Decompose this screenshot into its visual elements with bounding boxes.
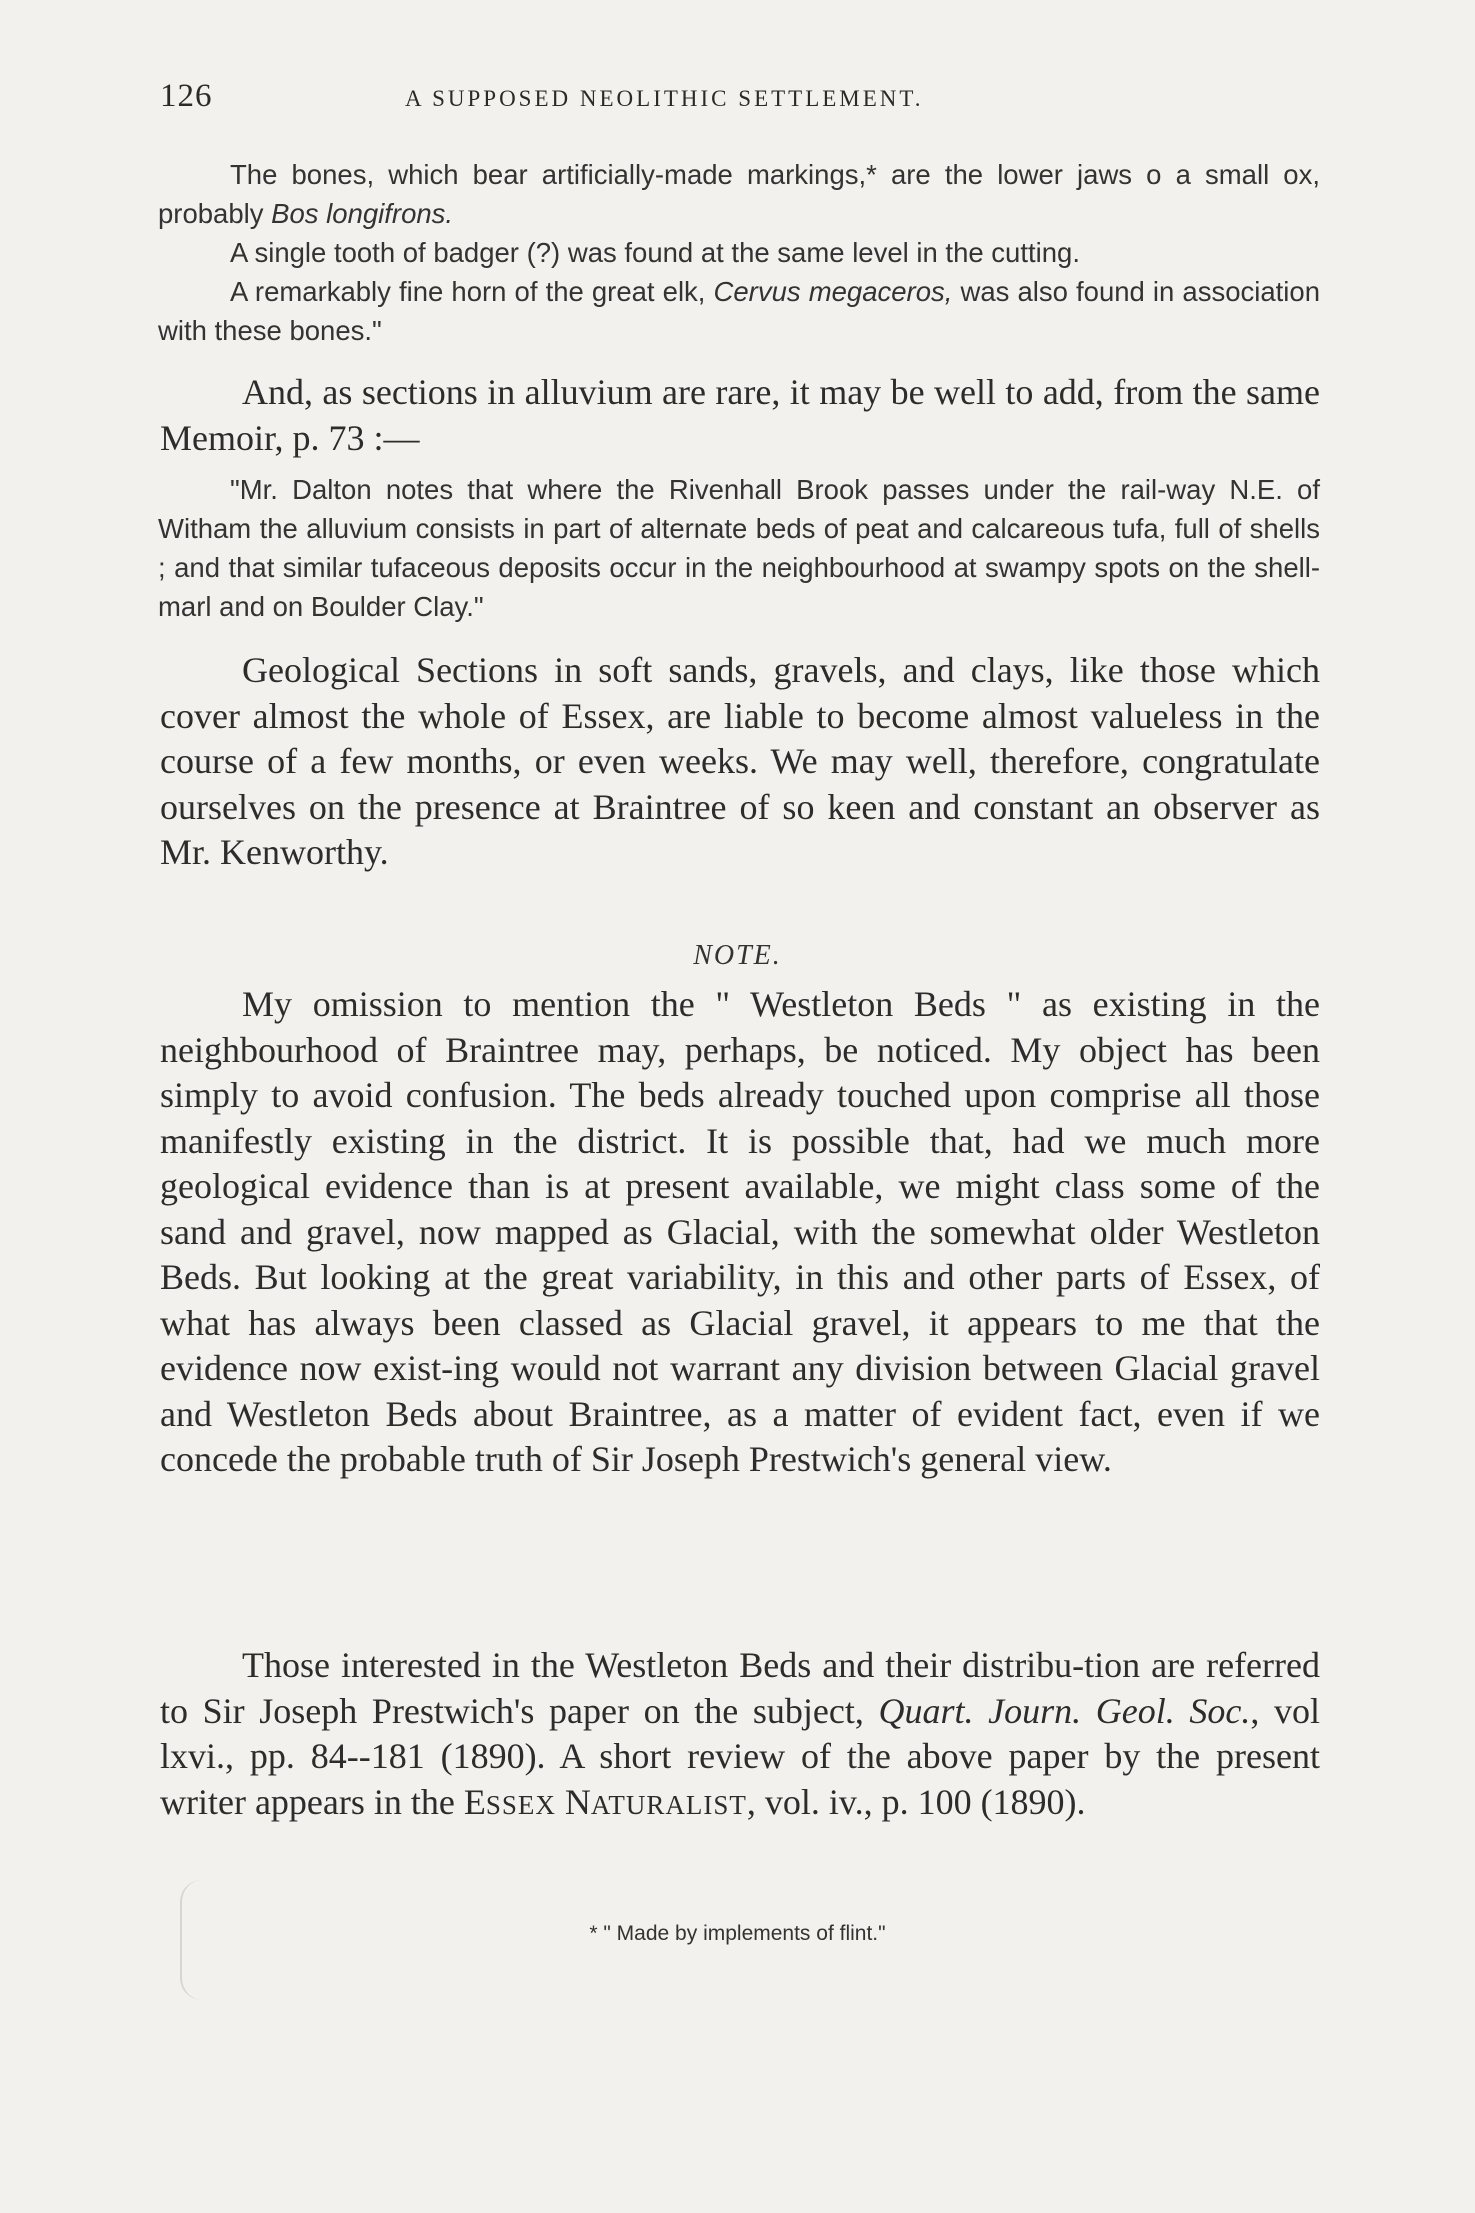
running-title: A SUPPOSED NEOLITHIC SETTLEMENT. — [405, 86, 924, 111]
quote-paragraph-elk: A remarkably fine horn of the great elk, Cervus megaceros, was also found in association with these bones." — [158, 276, 1320, 346]
running-head — [160, 78, 1320, 118]
periodical-title: ESSEX NATURALIST — [463, 1781, 747, 1822]
paragraph-westleton-omission: My omission to mention the " Westleton Beds " as existing in the neighbourhood of Braintree may, perhaps, be noticed. My object has been simply to avoid confusion. The beds already touched upon comprise all those manifestly existing in the district. It is possible that, had we much more geological evidence than is at present available, we might class some of the sand and gravel, now mapped as Glacial, with the somewhat older Westleton Beds. But looking at the great variability, in this and other parts of Essex, of what has always been classed as Glacial gravel, it appears to me that the evidence now exist-ing would not warrant any division between Glacial gravel and Westleton Beds about Braintree, as a matter of evident fact, even if we concede the probable truth of Sir Joseph Prestwich's general view. — [160, 984, 1320, 1479]
quote-paragraph-badger: A single tooth of badger (?) was found at the same level in the cutting. — [230, 237, 1080, 268]
paragraph-geological-sections: Geological Sections in soft sands, gravels, and clays, like those which cover almost the whole of Essex, are liable to become almost valueless in the course of a few months, or even weeks. We may well, therefore, congratulate ourselves on the presence at Braintree of so keen and constant an observer as Mr. Kenworthy. — [160, 650, 1320, 872]
quoted-passage-dalton: "Mr. Dalton notes that where the Rivenhall Brook passes under the rail-way N.E. of Witham the alluvium consists in part of alternate beds of peat and calcareous tufa, full of shells ; and that similar tufaceous deposits occur in the neighbourhood at swampy spots on the shell-marl and on Boulder Clay." — [158, 474, 1320, 622]
quoted-passage-bones — [158, 155, 1320, 350]
footnote: * " Made by implements of flint." — [589, 1922, 886, 1945]
species-name: Bos longifrons. — [271, 198, 454, 229]
quote-paragraph-bones: The bones, which bear artificially-made markings,* are the lower jaws o a small ox, probably Bos longifrons. — [158, 159, 1320, 229]
journal-title: Quart. Journ. Geol. Soc. — [878, 1690, 1251, 1731]
note-heading: NOTE. — [693, 940, 782, 971]
species-name: Cervus megaceros, — [713, 276, 953, 307]
page-number: 126 — [160, 78, 213, 114]
paragraph-alluvium-intro: And, as sections in alluvium are rare, it may be well to add, from the same Memoir, p. 73 :— — [160, 372, 1320, 458]
paragraph-westleton-references: Those interested in the Westleton Beds and their distribu-tion are referred to Sir Joseph Prestwich's paper on the subject, Quart. Journ. Geol. Soc., vol lxvi., pp. 84--181 (1890). A short review of the above paper by the present writer appears in the ESSEX NATURALIST, vol. iv., p. 100 (1890). — [160, 1645, 1320, 1822]
